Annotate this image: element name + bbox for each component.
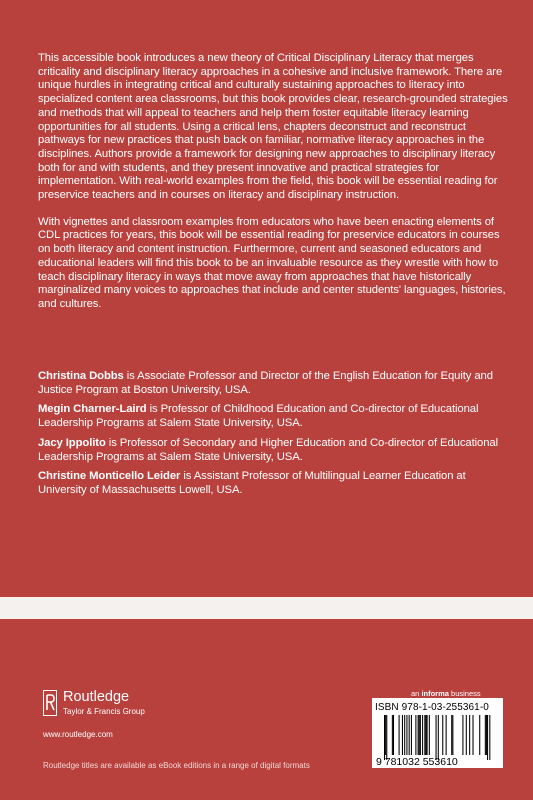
barcode-bar — [399, 715, 400, 755]
barcode-digits: 9 781032 553610 — [376, 756, 458, 768]
author-bios — [38, 370, 508, 504]
barcode-bar — [422, 715, 423, 755]
description-paragraph: This accessible book introduces a new theory of Critical Disciplinary Literacy that merges criticality and disciplinary literacy approaches in a cohesive and inclusive framework. There are unique hurdles in integrating critical and culturally sustaining approaches to literacy into specialized content area classrooms, but this book provides clear, research-grounded strategies and methods that will appeal to teachers and help them foster equitable literacy learning opportunities for all students. Using a critical lens, chapters deconstruct and reconstruct pathways for new practices that push back on familiar, normative literacy approaches in the disciplines. Authors provide a framework for designing new approaches to disciplinary literacy both for and with students, and they present innovative and practical strategies for implementation. With real-world examples from the field, this book will be essential reading for preservice teachers and in courses on literacy and disciplinary instruction. — [38, 52, 508, 202]
barcode-bar — [427, 715, 428, 755]
barcode-bar — [411, 715, 412, 755]
publisher-group: Taylor & Francis Group — [63, 707, 145, 716]
decorative-band — [0, 597, 533, 619]
barcode-bar — [386, 715, 387, 760]
barcode-bar — [442, 715, 443, 755]
barcode-bar — [486, 715, 487, 755]
barcode-bar — [418, 715, 419, 755]
author-bio-text: is Professor of Secondary and Higher Education and Co-director of Educational Leadership Programs at Salem State University, USA. — [38, 436, 498, 463]
author-name: Jacy Ippolito — [38, 436, 106, 449]
routledge-logo-icon — [43, 690, 57, 716]
barcode-bar — [420, 715, 421, 755]
book-description — [38, 52, 508, 325]
barcode-bar — [406, 715, 407, 755]
barcode-bar — [392, 715, 393, 755]
publisher-brand: Routledge — [63, 689, 130, 705]
author-name: Christina Dobbs — [38, 370, 124, 382]
barcode-bar — [479, 715, 480, 755]
author-name: Megin Charner-Laird — [38, 403, 147, 416]
barcode-bar — [393, 715, 394, 755]
barcode-bar — [415, 715, 416, 755]
barcode-bar — [409, 715, 410, 755]
ebook-note: Routledge titles are available as eBook editions in a range of digital formats — [43, 761, 310, 770]
description-paragraph: With vignettes and classroom examples from educators who have been enacting elements of CDL practices for years, this book will be essential reading for preservice educators in courses on both literacy and content instruction. Furthermore, current and seasoned educators and educational leaders will find this book to be an invaluable resource as they wrestle with how to teach disciplinary literacy in ways that move away from approaches that have historically marginalized many voices to approaches that include and center students' languages, histories, and cultures. — [38, 215, 506, 310]
barcode-bar — [424, 715, 425, 755]
barcode-bar — [489, 715, 490, 760]
barcode-bar — [462, 715, 463, 755]
author-bio-text: is Assistant Professor of Multilingual Learner Education at University of Massachusetts Lowell, USA. — [38, 470, 466, 496]
barcode-bar — [419, 715, 420, 755]
barcode-bar — [452, 715, 453, 755]
barcode-bar — [438, 715, 439, 760]
author-bio-text: is Associate Professor and Director of the English Education for Equity and Justice Program at Boston University, USA. — [38, 370, 493, 396]
barcode-bar — [466, 715, 467, 755]
isbn-label: ISBN 978-1-03-255361-0 — [375, 702, 489, 713]
author-bio — [38, 437, 508, 464]
barcode-bar — [385, 715, 386, 755]
barcode-bar — [451, 715, 452, 755]
barcode-bar — [485, 715, 486, 755]
barcode-bar — [472, 715, 473, 755]
author-bio-text: is Professor of Childhood Education and Co-director of Educational Leadership Programs at Salem State University, USA. — [38, 403, 479, 430]
publisher-logo — [43, 690, 213, 730]
author-name: Christine Monticello Leider — [38, 470, 181, 483]
informa-business-label: an informa business — [411, 689, 481, 698]
barcode-bar — [436, 715, 437, 760]
barcode-bar — [469, 715, 470, 755]
barcode-bar — [429, 715, 430, 755]
barcode-bar — [487, 715, 488, 760]
barcode-bar — [402, 715, 403, 755]
barcode-bar — [425, 715, 426, 755]
barcode-bar — [404, 715, 405, 755]
barcode-bar — [446, 715, 447, 755]
author-bio — [38, 370, 508, 397]
barcode-bar — [384, 715, 385, 760]
author-bio — [38, 403, 508, 430]
publisher-website: www.routledge.com — [43, 730, 113, 739]
author-bio — [38, 470, 508, 497]
isbn-barcode — [372, 698, 503, 768]
barcode-graphic — [372, 698, 503, 768]
